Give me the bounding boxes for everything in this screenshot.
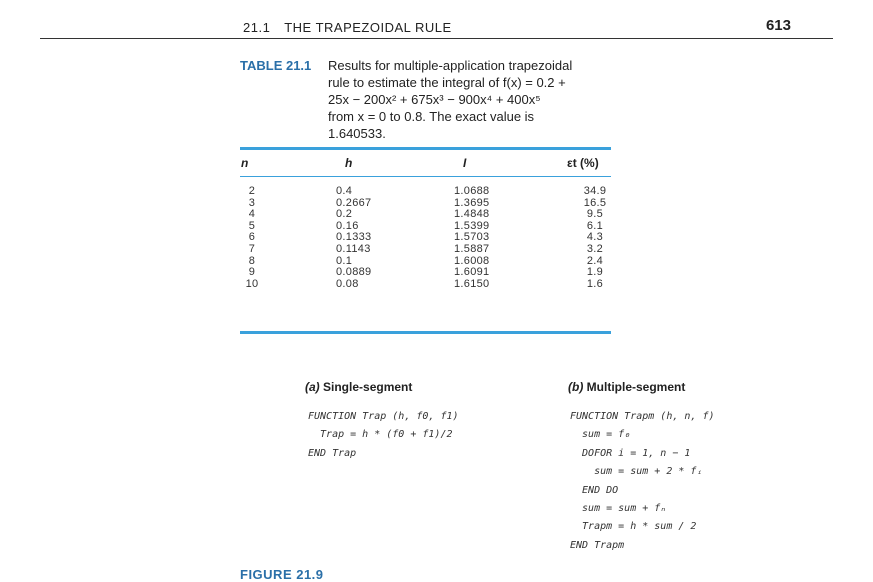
cell-n: 5	[248, 219, 256, 232]
cell-h: 0.0889	[336, 266, 372, 279]
cell-n: 7	[248, 242, 256, 255]
cell-error: 1.6	[586, 277, 604, 290]
cell-n: 9	[248, 266, 256, 279]
column-header-h: h	[345, 156, 353, 170]
section-number: 21.1	[243, 20, 271, 35]
cell-n: 4	[248, 208, 256, 221]
table-top-rule	[240, 147, 611, 150]
panel-a-letter: (a)	[305, 380, 320, 394]
cell-h: 0.1	[336, 254, 353, 267]
cell-error: 3.2	[586, 242, 604, 255]
caption-line-4: from x = 0 to 0.8. The exact value is	[328, 108, 535, 124]
cell-error: 16.5	[583, 196, 607, 209]
column-header-n: n	[241, 156, 249, 170]
section-title: THE TRAPEZOIDAL RULE	[284, 20, 452, 35]
caption-line-1: Results for multiple-application trapezoidal	[328, 58, 573, 73]
cell-i: 1.4848	[454, 208, 490, 221]
cell-n: 6	[248, 231, 256, 244]
caption-line-5: 1.640533.	[328, 125, 386, 141]
cell-i: 1.0688	[454, 185, 490, 197]
cell-n: 8	[248, 254, 256, 267]
column-header-i: I	[463, 156, 467, 170]
cell-i: 1.6008	[454, 254, 490, 267]
panel-b-name: Multiple-segment	[586, 380, 686, 394]
cell-h: 0.16	[336, 219, 359, 232]
code-line: sum = sum + 2 * fᵢ	[570, 466, 703, 478]
column-error	[580, 186, 610, 290]
column-n	[244, 186, 260, 290]
pseudocode-single-segment	[308, 408, 459, 463]
header-rule	[40, 38, 833, 39]
code-line: END Trap	[308, 447, 357, 459]
cell-h: 0.08	[336, 277, 359, 290]
code-line: Trapm = h * sum / 2	[570, 521, 697, 533]
cell-i: 1.3695	[454, 196, 490, 209]
code-line: DOFOR i = 1, n − 1	[570, 447, 691, 459]
caption-line-3: 25x − 200x² + 675x³ − 900x⁴ + 400x⁵	[328, 91, 541, 107]
cell-h: 0.2667	[336, 196, 372, 209]
table-label: TABLE 21.1	[240, 58, 312, 73]
cell-i: 1.6150	[454, 277, 490, 290]
cell-h: 0.1143	[336, 242, 371, 255]
table-caption	[240, 58, 650, 142]
panel-b-title	[568, 380, 685, 394]
cell-error: 1.9	[586, 266, 604, 279]
running-header	[243, 20, 452, 35]
cell-i: 1.6091	[454, 266, 490, 279]
code-line: Trap = h * (f0 + f1)/2	[308, 429, 453, 441]
panel-a-name: Single-segment	[323, 380, 413, 394]
column-h	[336, 186, 371, 290]
code-line: sum = sum + fₙ	[570, 502, 667, 514]
cell-h: 0.2	[336, 208, 353, 221]
cell-i: 1.5887	[454, 242, 490, 255]
cell-h: 0.4	[336, 185, 353, 197]
cell-error: 2.4	[586, 254, 604, 267]
column-header-error: εt (%)	[567, 156, 599, 170]
cell-n: 3	[248, 196, 256, 209]
cell-error: 6.1	[586, 219, 604, 232]
caption-line-2: rule to estimate the integral of f(x) = 0.2 +	[328, 74, 566, 90]
code-line: sum = f₀	[570, 429, 631, 441]
cell-error: 34.9	[583, 185, 607, 197]
cell-n: 10	[245, 277, 259, 290]
cell-i: 1.5703	[454, 231, 490, 244]
page-number: 613	[765, 17, 791, 34]
code-line: END Trapm	[570, 539, 625, 551]
figure-label: FIGURE 21.9	[240, 567, 324, 582]
panel-a-title	[305, 380, 412, 394]
table-header-rule	[240, 176, 611, 177]
code-line: FUNCTION Trapm (h, n, f)	[570, 411, 715, 422]
panel-b-letter: (b)	[568, 380, 584, 394]
table-bottom-rule	[240, 331, 611, 334]
column-i	[454, 186, 489, 290]
cell-n: 2	[248, 185, 256, 197]
cell-error: 4.3	[586, 231, 604, 244]
cell-error: 9.5	[586, 208, 604, 221]
code-line: FUNCTION Trap (h, f0, f1)	[308, 411, 459, 422]
cell-h: 0.1333	[336, 231, 372, 244]
code-line: END DO	[570, 484, 619, 496]
cell-i: 1.5399	[454, 219, 490, 232]
pseudocode-multiple-segment	[570, 408, 715, 555]
